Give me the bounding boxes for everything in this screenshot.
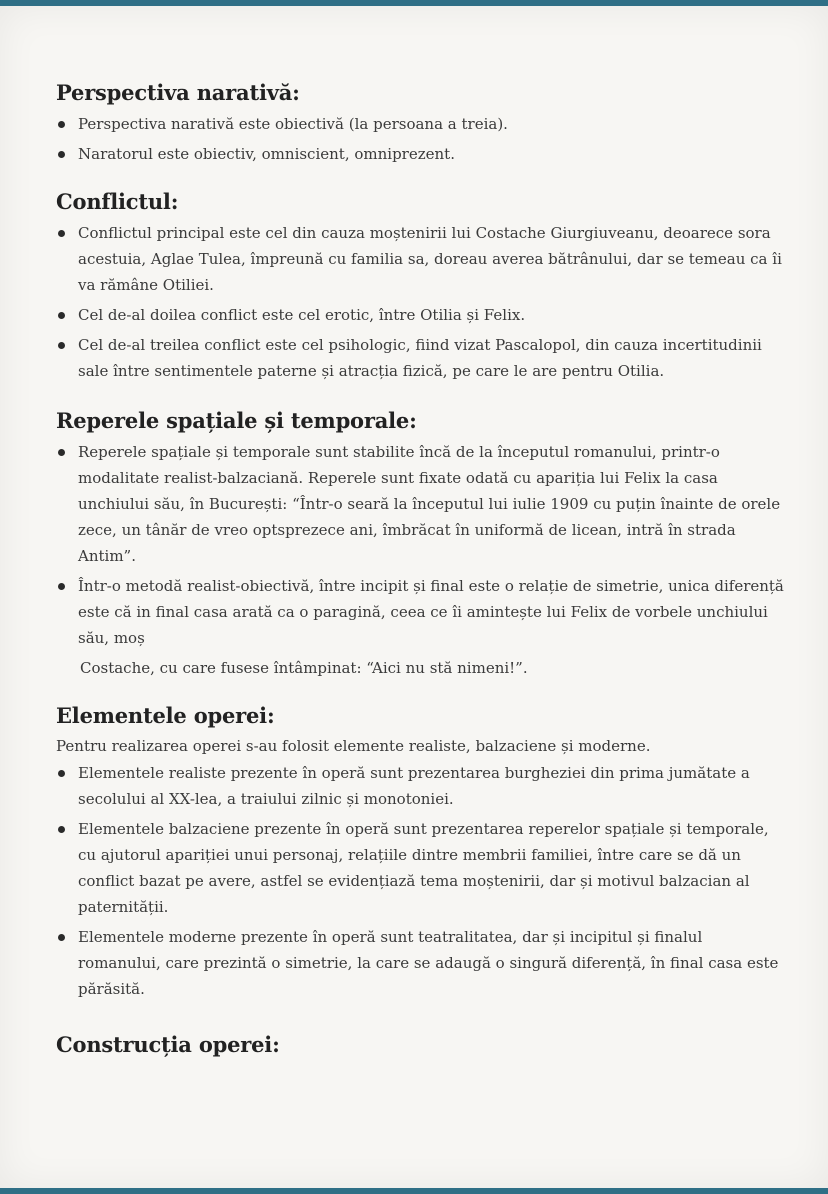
section-reperele (56, 408, 786, 681)
list-item: Într-o metodă realist-obiectivă, între incipit și final este o relație de simetrie, unica diferență este că in final casa arată ca o paragină, ceea ce îi amintește lui Felix de vorbele unchiului său, moș (56, 573, 786, 651)
list-item: Perspectiva narativă este obiectivă (la persoana a treia). (56, 111, 786, 137)
section-perspectiva (56, 80, 786, 167)
section-constructia (56, 1032, 786, 1057)
list-item: Cel de-al doilea conflict este cel erotic, între Otilia și Felix. (56, 302, 786, 328)
list-item: Elementele moderne prezente în operă sunt teatralitatea, dar și incipitul și finalul romanului, care prezintă o simetrie, la care se adaugă o singură diferență, în final casa este părăsită. (56, 924, 786, 1002)
section-conflictul (56, 189, 786, 384)
continuation-text: Costache, cu care fusese întâmpinat: “Aici nu stă nimeni!”. (80, 659, 528, 677)
bullet-list (56, 220, 786, 384)
list-item: Reperele spațiale și temporale sunt stabilite încă de la începutul romanului, printr-o modalitate realist-balzaciană. Reperele sunt fixate odată cu apariția lui Felix la casa unchiului său, în București: “Într-o seară la începutul lui iulie 1909 cu puțin înainte de orele zece, un tânăr de vreo optsprezece ani, îmbrăcat în uniformă de licean, intră în strada Antim”. (56, 439, 786, 569)
list-item: Elementele realiste prezente în operă sunt prezentarea burgheziei din prima jumătate a secolului al XX-lea, a traiului zilnic și monotoniei. (56, 760, 786, 812)
section-title: Conflictul: (56, 189, 179, 214)
section-title: Perspectiva narativă: (56, 80, 300, 105)
section-title: Elementele operei: (56, 703, 275, 728)
bullet-list (56, 111, 786, 167)
section-title: Construcția operei: (56, 1032, 280, 1057)
list-item: Elementele balzaciene prezente în operă sunt prezentarea reperelor spațiale și temporale, cu ajutorul apariției unui personaj, relațiile dintre membrii familiei, între care se dă un conflict bazat pe avere, astfel se evidențiază tema moștenirii, dar și motivul balzacian al paternității. (56, 816, 786, 920)
document-content (56, 80, 786, 1063)
bullet-list (56, 439, 786, 651)
list-item: Naratorul este obiectiv, omniscient, omniprezent. (56, 141, 786, 167)
list-item: Cel de-al treilea conflict este cel psihologic, fiind vizat Pascalopol, din cauza incertitudinii sale între sentimentele paterne și atracția fizică, pe care le are pentru Otilia. (56, 332, 786, 384)
section-elementele (56, 703, 786, 1002)
intro-text: Pentru realizarea operei s-au folosit elemente realiste, balzaciene și moderne. (56, 737, 651, 755)
bullet-list (56, 760, 786, 1002)
section-title: Reperele spațiale și temporale: (56, 408, 417, 433)
paper-sheet (0, 6, 828, 1188)
list-item: Conflictul principal este cel din cauza moștenirii lui Costache Giurgiuveanu, deoarece sora acestuia, Aglae Tulea, împreună cu familia sa, doreau averea bătrânului, dar se temeau ca îi va rămâne Otiliei. (56, 220, 786, 298)
